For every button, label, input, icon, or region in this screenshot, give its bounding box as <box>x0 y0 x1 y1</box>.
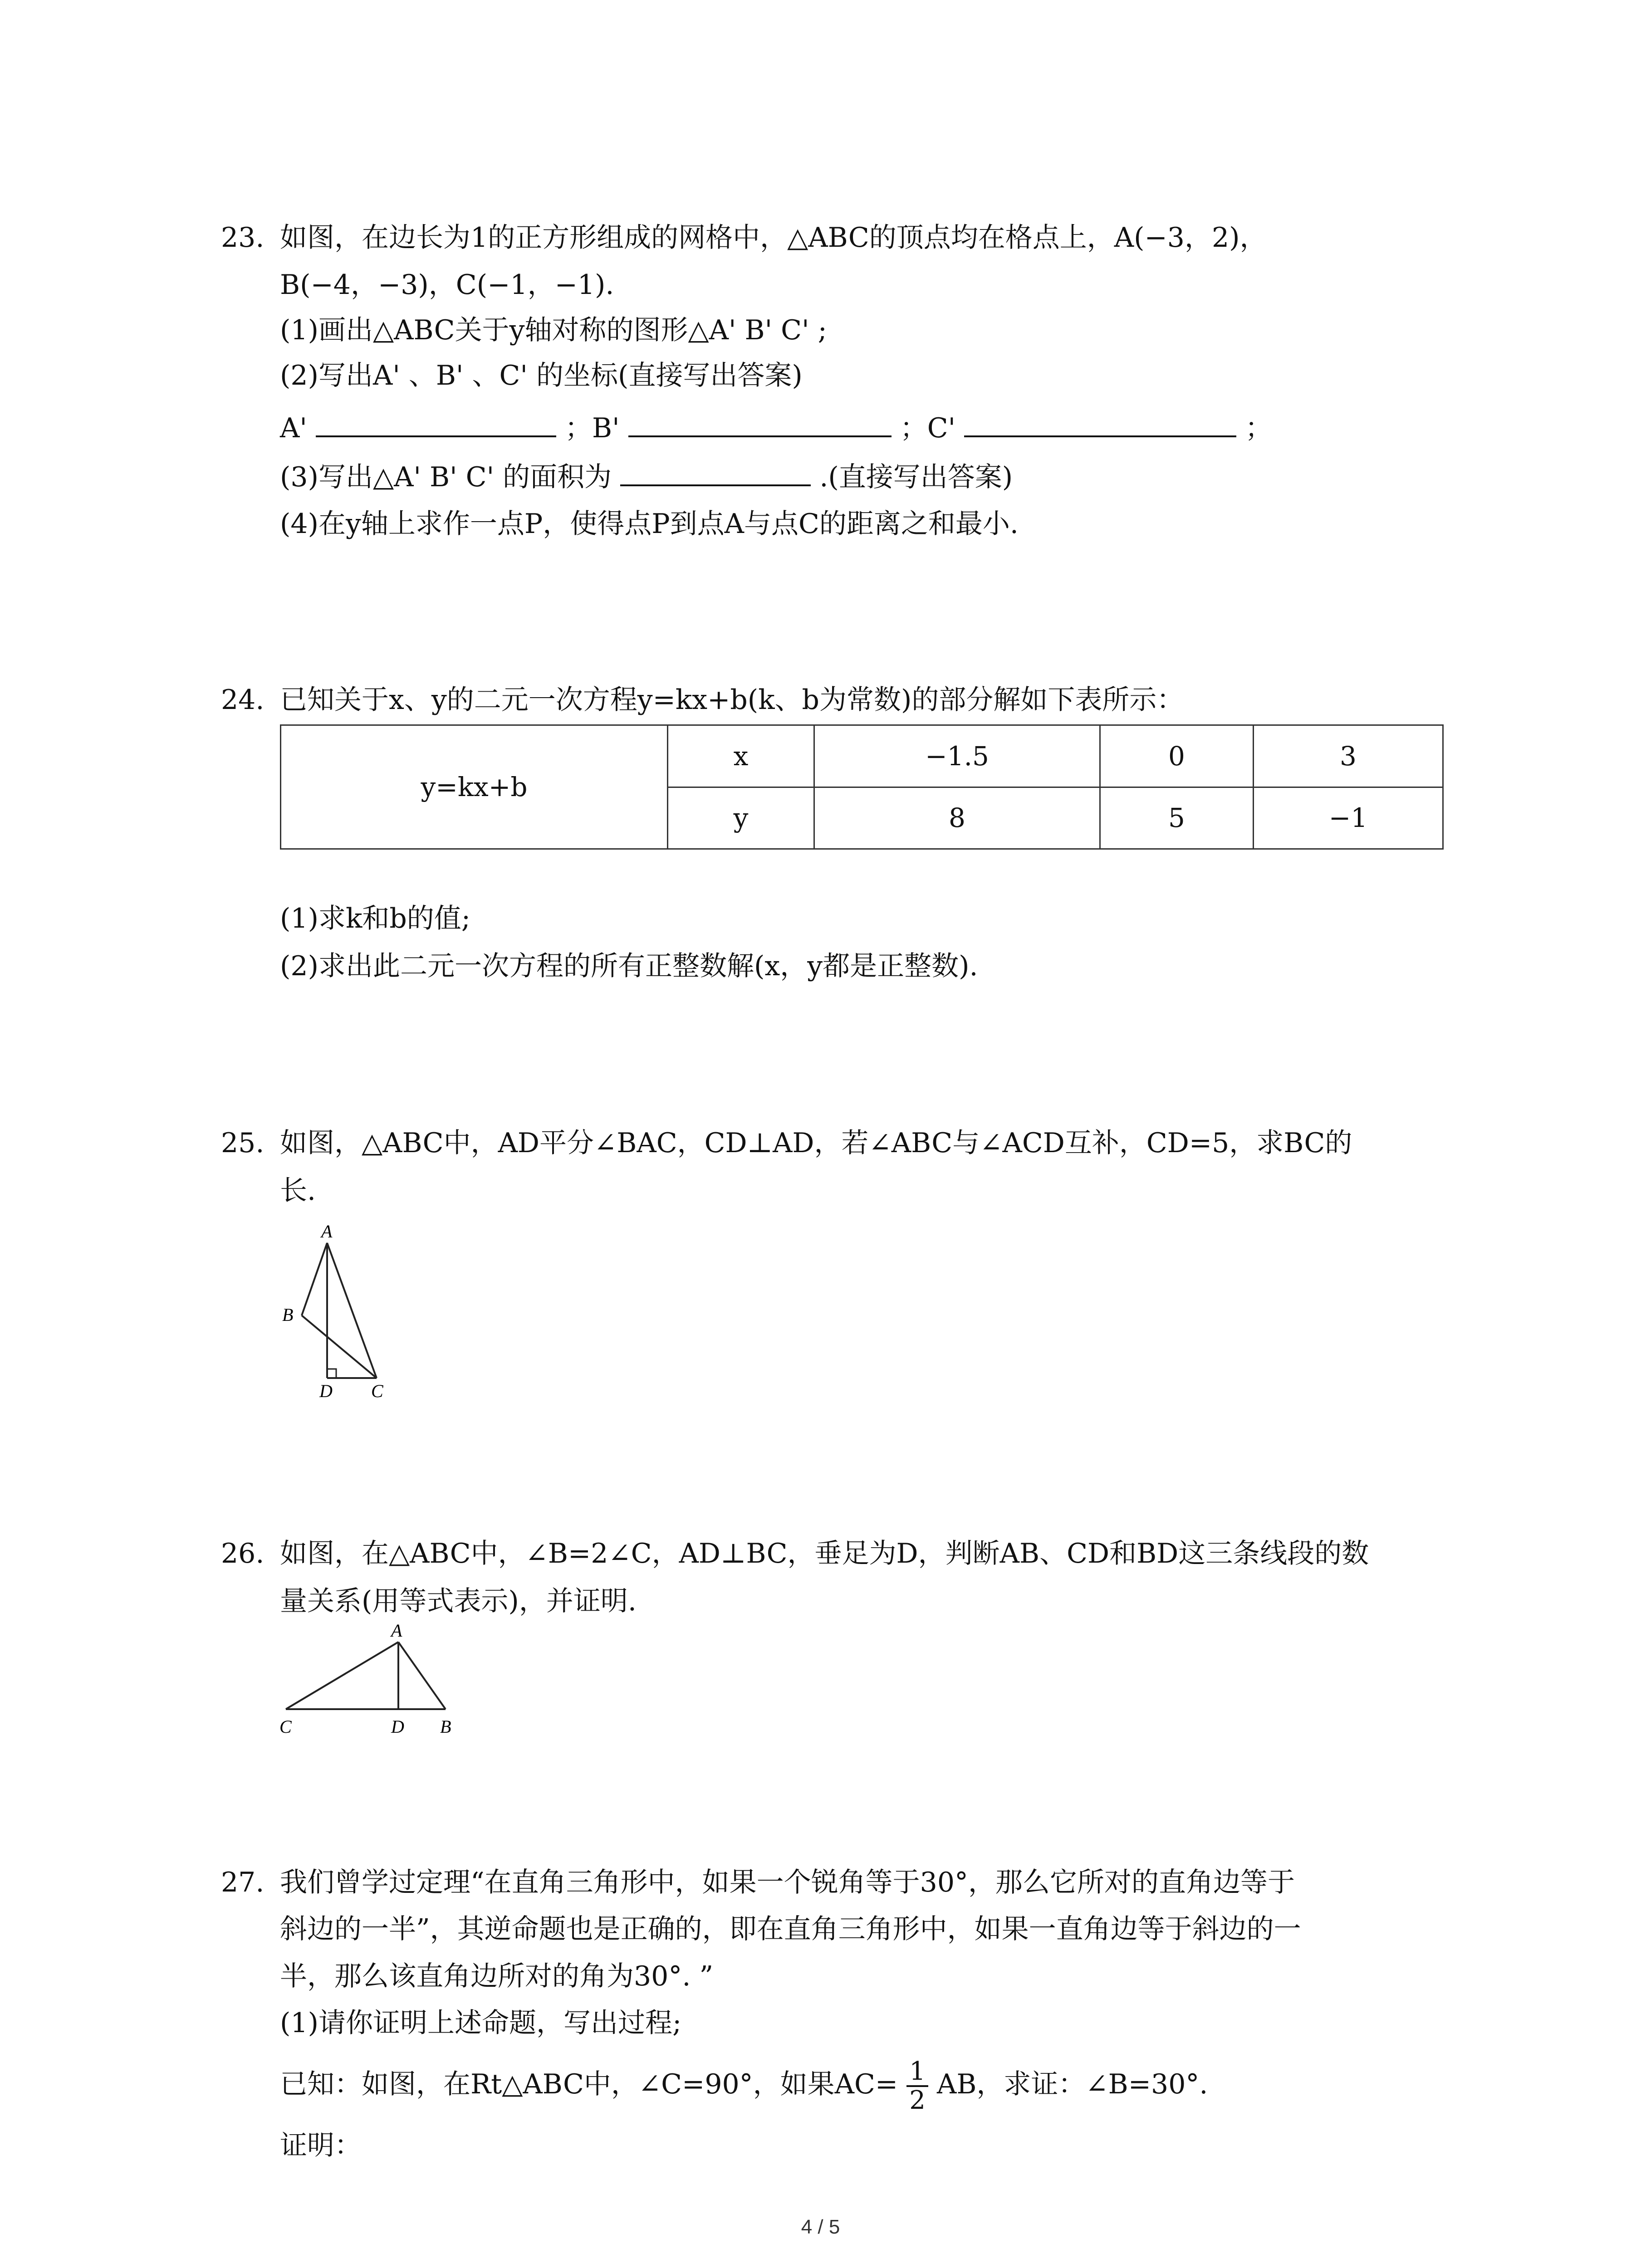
q23-answer-row <box>280 408 1272 446</box>
q27-line-3: 半，那么该直角边所对的角为30°. ” <box>280 1960 714 1992</box>
c-prime-label: ；C' <box>900 412 956 444</box>
q23-part-2: (2)写出A' 、B' 、C' 的坐标(直接写出答案) <box>280 360 803 391</box>
q23-part-3-text: (3)写出△A' B' C' 的面积为 <box>280 461 612 493</box>
q27-part-1: (1)请你证明上述命题，写出过程; <box>280 2007 682 2039</box>
q23-line-2: B(−4，−3)，C(−1，−1). <box>280 269 614 301</box>
table-x-value: 3 <box>1254 725 1443 787</box>
q24-part-1: (1)求k和b的值; <box>280 903 470 934</box>
q24-line-1: 已知关于x、y的二元一次方程y=kx+b(k、b为常数)的部分解如下表所示： <box>280 684 1184 716</box>
table-equation: y=kx+b <box>281 725 668 849</box>
label-a: A <box>391 1620 402 1641</box>
label-d: D <box>391 1716 404 1737</box>
label-c: C <box>371 1381 383 1401</box>
c-prime-blank[interactable] <box>964 408 1236 437</box>
label-b: B <box>282 1305 294 1325</box>
q26-number: 26. <box>221 1538 265 1569</box>
q23-part-4: (4)在y轴上求作一点P，使得点P到点A与点C的距离之和最小. <box>280 508 1019 540</box>
table-y-value: 8 <box>814 787 1100 849</box>
q23-line-1: 如图，在边长为1的正方形组成的网格中，△ABC的顶点均在格点上，A(−3，2)， <box>280 222 1267 254</box>
q27-given-end: AB，求证：∠B=30°. <box>936 2068 1208 2100</box>
q25-number: 25. <box>221 1127 265 1159</box>
q23-part-3 <box>280 457 1013 495</box>
q26-line-2: 量关系(用等式表示)，并证明. <box>280 1585 637 1617</box>
q26-line-1: 如图，在△ABC中，∠B=2∠C，AD⊥BC，垂足为D，判断AB、CD和BD这三条线段的数 <box>280 1538 1369 1569</box>
label-c: C <box>279 1716 292 1737</box>
q25-line-2: 长. <box>280 1175 316 1207</box>
fraction-denominator: 2 <box>909 2086 926 2116</box>
q23-part-1: (1)画出△ABC关于y轴对称的图形△A' B' C' ; <box>280 314 827 346</box>
q24-number: 24. <box>221 684 265 716</box>
solution-table <box>280 724 1444 850</box>
row-end: ； <box>1245 412 1273 444</box>
q23-part-3-end: .(直接写出答案) <box>819 461 1013 493</box>
q25-line-1: 如图，△ABC中，AD平分∠BAC，CD⊥AD，若∠ABC与∠ACD互补，CD=5，求BC的 <box>280 1127 1352 1159</box>
area-blank[interactable] <box>620 457 811 486</box>
table-y-value: −1 <box>1254 787 1443 849</box>
q24-part-2: (2)求出此二元一次方程的所有正整数解(x，y都是正整数). <box>280 950 978 982</box>
label-d: D <box>319 1381 333 1401</box>
a-prime-blank[interactable] <box>316 408 556 437</box>
fraction-numerator: 1 <box>906 2058 928 2087</box>
q27-given-text: 已知：如图，在Rt△ABC中，∠C=90°，如果AC= <box>280 2068 898 2100</box>
q27-given <box>280 2053 1208 2116</box>
q27-number: 27. <box>221 1867 265 1898</box>
q27-line-2: 斜边的一半”，其逆命题也是正确的，即在直角三角形中，如果一直角边等于斜边的一 <box>280 1913 1301 1945</box>
page-number: 4 / 5 <box>801 2216 840 2238</box>
q26-figure <box>272 1619 490 1742</box>
q27-proof-label: 证明： <box>280 2130 362 2161</box>
table-y-value: 5 <box>1100 787 1254 849</box>
label-a: A <box>321 1221 333 1242</box>
a-prime-label: A' <box>280 412 307 444</box>
label-b: B <box>440 1716 451 1737</box>
q25-figure <box>272 1220 408 1402</box>
b-prime-label: ；B' <box>564 412 620 444</box>
table-y-label: y <box>668 787 814 849</box>
b-prime-blank[interactable] <box>628 408 892 437</box>
one-half-fraction <box>906 2058 928 2114</box>
q27-line-1: 我们曾学过定理“在直角三角形中，如果一个锐角等于30°，那么它所对的直角边等于 <box>280 1867 1295 1898</box>
table-x-value: 0 <box>1100 725 1254 787</box>
table-x-value: −1.5 <box>814 725 1100 787</box>
q23-number: 23. <box>221 222 265 254</box>
table-x-label: x <box>668 725 814 787</box>
